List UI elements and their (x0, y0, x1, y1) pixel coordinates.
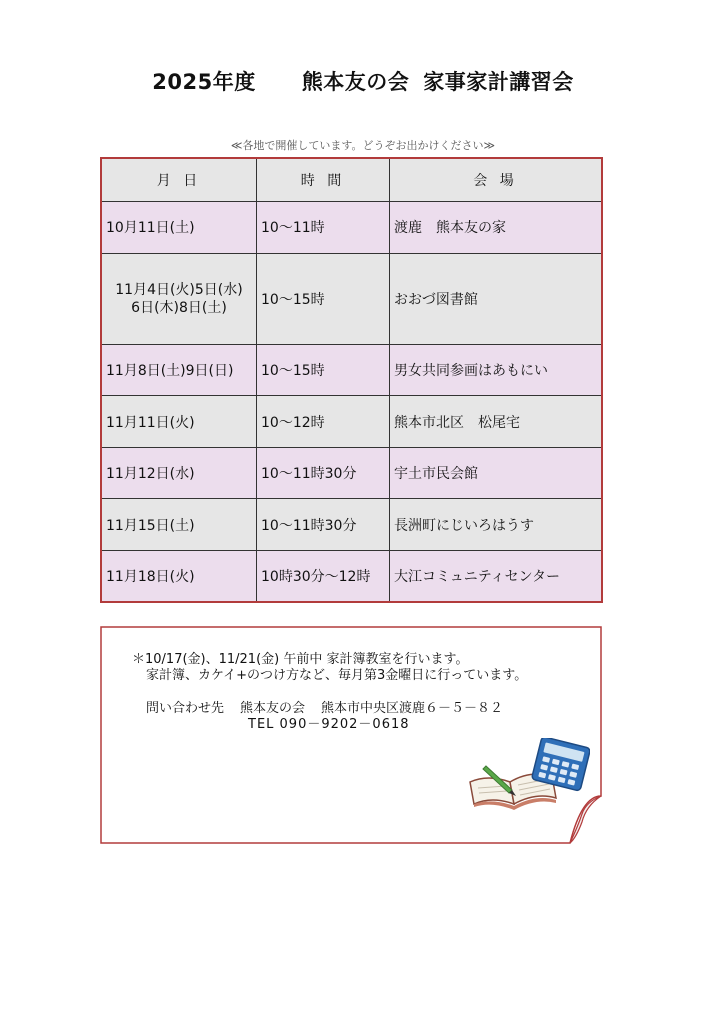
table-row (102, 396, 601, 448)
contact-address: 熊本市中央区渡鹿６－５－８２ (321, 701, 504, 716)
title-org: 熊本友の会 (301, 70, 410, 94)
cell-date: 11月8日(土)9日(日) (102, 344, 257, 396)
info-box (100, 626, 602, 844)
cell-date-line2: 6日(木)8日(土) (131, 299, 227, 316)
title-event: 家事家計講習会 (423, 70, 574, 94)
cell-time: 10～15時 (257, 344, 390, 396)
note-line-1: ＊10/17(金)、11/21(金) 午前中 家計簿教室を行います。 (132, 652, 469, 667)
table-row (102, 447, 601, 499)
cell-date-line1: 11月4日(火)5日(水) (115, 281, 243, 298)
cell-venue: 熊本市北区 松尾宅 (390, 396, 602, 448)
table-row (102, 551, 601, 601)
cell-time: 10～11時30分 (257, 447, 390, 499)
cell-venue: おおづ図書館 (390, 253, 602, 344)
cell-venue: 宇土市民会館 (390, 447, 602, 499)
table-row (102, 202, 601, 254)
table-row (102, 344, 601, 396)
contact-org: 熊本友の会 (240, 701, 306, 716)
schedule-table (100, 157, 603, 603)
cell-venue: 男女共同参画はあもにい (390, 344, 602, 396)
cell-venue: 渡鹿 熊本友の家 (390, 202, 602, 254)
header-venue: 会 場 (390, 159, 602, 202)
subtitle: ≪各地で開催しています。どうぞお出かけください≫ (230, 139, 496, 152)
header-time: 時 間 (257, 159, 390, 202)
cell-time: 10時30分～12時 (257, 551, 390, 601)
cell-time: 10～15時 (257, 253, 390, 344)
cell-time: 10～12時 (257, 396, 390, 448)
cell-date: 10月11日(土) (102, 202, 257, 254)
book-and-calculator-illustration (466, 738, 590, 812)
contact-label: 問い合わせ先 (146, 701, 225, 716)
table-row (102, 499, 601, 551)
cell-date: 11月12日(水) (102, 447, 257, 499)
cell-date (102, 253, 257, 344)
page-title (0, 66, 726, 96)
cell-date: 11月15日(土) (102, 499, 257, 551)
contact-tel: TEL 090－9202－0618 (248, 717, 410, 732)
cell-time: 10～11時 (257, 202, 390, 254)
note-line-2: 家計簿、カケイ+のつけ方など、毎月第3金曜日に行っています。 (146, 668, 528, 683)
cell-venue: 大江コミュニティセンター (390, 551, 602, 601)
cell-venue: 長洲町にじいろはうす (390, 499, 602, 551)
cell-date: 11月18日(火) (102, 551, 257, 601)
table-row (102, 253, 601, 344)
table-header-row (102, 159, 601, 202)
cell-time: 10～11時30分 (257, 499, 390, 551)
header-date: 月 日 (102, 159, 257, 202)
contact-info (146, 701, 503, 733)
title-year: 2025年度 (152, 70, 256, 94)
cell-date: 11月11日(火) (102, 396, 257, 448)
